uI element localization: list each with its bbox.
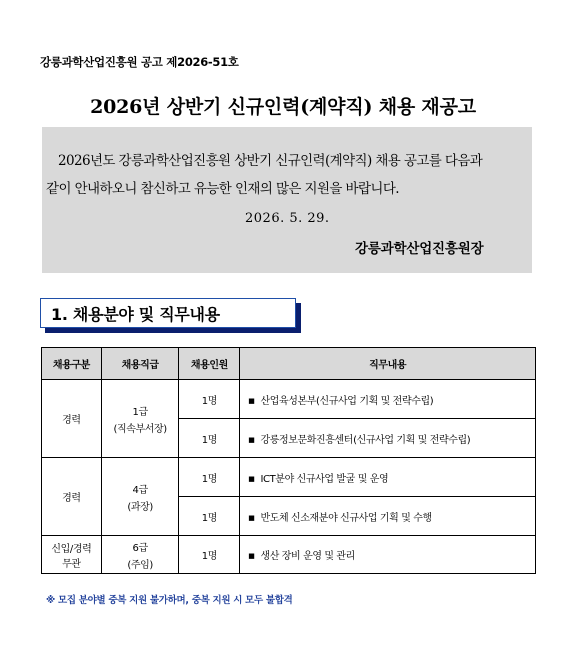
section-heading-box xyxy=(40,298,296,328)
bullet-icon: ■ xyxy=(248,396,255,405)
duty-cell xyxy=(240,419,536,458)
grade-sub-text: (주임) xyxy=(127,559,153,571)
footnote: ※ 모집 분야별 중복 지원 불가하며, 중복 지원 시 모두 불합격 xyxy=(46,595,293,606)
duty-text: 산업육성본부(신규사업 기획 및 전략수립) xyxy=(260,395,434,407)
notice-number: 강릉과학산업진흥원 공고 제2026-51호 xyxy=(40,55,239,69)
grade-cell xyxy=(101,458,179,536)
grade-sub-text: (직속부서장) xyxy=(113,423,167,435)
jobs-table xyxy=(41,347,536,574)
count-cell: 1명 xyxy=(179,458,240,497)
header-grade: 채용직급 xyxy=(101,348,179,380)
count-cell: 1명 xyxy=(179,536,240,574)
intro-box xyxy=(42,127,532,273)
page-title: 2026년 상반기 신규인력(계약직) 채용 재공고 xyxy=(90,96,476,118)
duty-cell xyxy=(240,497,536,536)
duty-cell xyxy=(240,536,536,574)
duty-cell xyxy=(240,380,536,419)
grade-cell xyxy=(101,380,179,458)
bullet-icon: ■ xyxy=(248,513,255,522)
category-cell xyxy=(42,536,102,574)
category-text: 신입/경력 xyxy=(51,543,92,555)
bullet-icon: ■ xyxy=(248,474,255,483)
category-text: 경력 xyxy=(62,415,81,426)
category-text: 경력 xyxy=(62,493,81,504)
header-count: 채용인원 xyxy=(179,348,240,380)
duty-text: 반도체 신소재분야 신규사업 기획 및 수행 xyxy=(260,512,432,524)
grade-text: 4급 xyxy=(132,484,148,496)
duty-text: 생산 장비 운영 및 관리 xyxy=(260,551,355,562)
duty-text: 강릉정보문화진흥센터(신규사업 기획 및 전략수립) xyxy=(260,434,471,446)
section-heading-title: 1. 채용분야 및 직무내용 xyxy=(51,305,220,324)
bullet-icon: ■ xyxy=(248,552,255,560)
table-header-row xyxy=(42,348,536,380)
table-row xyxy=(42,536,536,574)
intro-line-2: 같이 안내하오니 참신하고 유능한 인재의 많은 지원을 바랍니다. xyxy=(46,181,399,197)
grade-cell xyxy=(101,536,179,574)
table-row xyxy=(42,458,536,497)
intro-line-1: 2026년도 강릉과학산업진흥원 상반기 신규인력(계약직) 채용 공고를 다음과 xyxy=(58,153,483,169)
intro-organization: 강릉과학산업진흥원장 xyxy=(355,241,484,257)
header-category: 채용구분 xyxy=(42,348,102,380)
grade-sub-text: (과장) xyxy=(127,501,153,513)
header-duty: 직무내용 xyxy=(240,348,536,380)
count-cell: 1명 xyxy=(179,419,240,458)
intro-date: 2026. 5. 29. xyxy=(245,211,330,226)
grade-text: 6급 xyxy=(132,542,148,554)
duty-text: ICT분야 신규사업 발굴 및 운영 xyxy=(260,473,389,485)
category-cell xyxy=(42,380,102,458)
table-row xyxy=(42,380,536,419)
count-cell: 1명 xyxy=(179,497,240,536)
category-text: 무관 xyxy=(62,558,81,570)
grade-text: 1급 xyxy=(132,406,148,418)
bullet-icon: ■ xyxy=(248,435,255,444)
count-cell: 1명 xyxy=(179,380,240,419)
category-cell xyxy=(42,458,102,536)
duty-cell xyxy=(240,458,536,497)
